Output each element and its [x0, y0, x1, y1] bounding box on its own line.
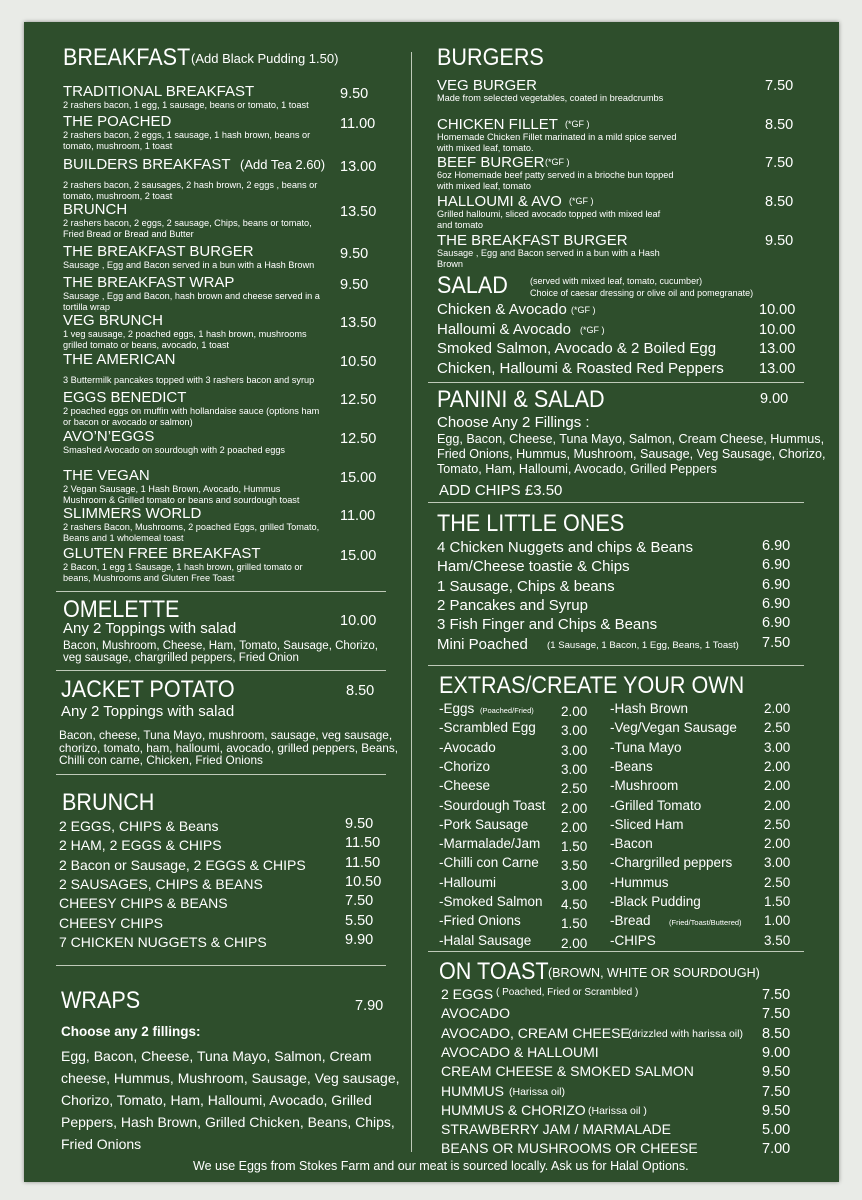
extra-item-price: 3.00 — [764, 739, 791, 755]
extra-item-name: -Black Pudding — [610, 894, 701, 909]
breakfast-item-name: EGGS BENEDICT — [63, 389, 187, 406]
breakfast-item-desc: 2 rashers bacon, 2 eggs, 2 sausage, Chips, beans or tomato, Fried Bread or Bread and Butter — [63, 218, 312, 239]
wraps-fillings: Egg, Bacon, Cheese, Tuna Mayo, Salmon, Cream cheese, Hummus, Mushroom, Sausage, Veg sausage, Chorizo, Tomato, Ham, Halloumi, Avocado, Grilled Peppers, Hash Brown, Grilled Chicken, Beans, Chips, Fried Onions — [61, 1048, 400, 1152]
brunch-item-name: 7 CHICKEN NUGGETS & CHIPS — [59, 933, 267, 950]
burger-item-price: 8.50 — [765, 117, 794, 133]
toast-item-name: AVOCADO — [441, 1005, 510, 1022]
toast-item-price: 5.00 — [762, 1122, 791, 1139]
breakfast-item-name: THE BREAKFAST WRAP — [63, 274, 235, 291]
extra-item-name: -Tuna Mayo — [610, 739, 682, 755]
panini-divider — [428, 502, 804, 503]
breakfast-item-name: SLIMMERS WORLD — [63, 505, 202, 522]
little-item-name: 4 Chicken Nuggets and chips & Beans — [437, 539, 693, 556]
little-item-note: (1 Sausage, 1 Bacon, 1 Egg, Beans, 1 Toast) — [547, 639, 739, 651]
extra-item-price: 2.50 — [764, 874, 791, 890]
wraps-heading: WRAPS — [61, 987, 141, 1014]
toast-item-price: 9.50 — [762, 1064, 791, 1081]
toast-item-price: 9.00 — [762, 1044, 791, 1061]
toast-item-price: 9.50 — [762, 1102, 791, 1119]
breakfast-item-price: 9.50 — [340, 86, 369, 102]
brunch-item-price: 10.50 — [345, 873, 382, 890]
little-item-price: 6.90 — [762, 615, 791, 632]
breakfast-item-price: 15.00 — [340, 548, 377, 564]
little-ones-heading: THE LITTLE ONES — [437, 510, 625, 537]
panini-fillings: Egg, Bacon, Cheese, Tuna Mayo, Salmon, Cream Cheese, Hummus, Fried Onions, Hummus, Mushroom, Sausage, Veg Sausage, Chorizo, Tomato, Ham, Halloumi, Avocado, Grilled Peppers — [437, 432, 826, 476]
burger-item-price: 7.50 — [765, 78, 794, 94]
extra-item-name: -Hash Brown — [610, 701, 689, 716]
breakfast-item-name: AVO’N’EGGS — [63, 428, 155, 445]
toast-item-name: BEANS OR MUSHROOMS OR CHEESE — [441, 1140, 698, 1157]
extra-item-name: -Pork Sausage — [439, 816, 529, 832]
extra-item-note: (Fried/Toast/Buttered) — [669, 918, 742, 928]
little-ones-divider — [428, 665, 804, 666]
footer-note: We use Eggs from Stokes Farm and our meat is sourced locally. Ask us for Halal Options. — [193, 1159, 689, 1173]
breakfast-item-desc: 2 rashers bacon, 1 egg, 1 sausage, beans or tomato, 1 toast — [63, 100, 309, 110]
breakfast-item-name: THE VEGAN — [63, 467, 150, 484]
breakfast-item-price: 13.00 — [340, 159, 377, 175]
extra-item-name: -Fried Onions — [439, 913, 521, 929]
toast-item-price: 8.50 — [762, 1025, 791, 1042]
breakfast-item-desc: 1 veg sausage, 2 poached eggs, 1 hash brown, mushrooms grilled tomato or beans, avocado, 1 toast — [63, 329, 307, 350]
toast-item-note: (drizzled with harissa oil) — [628, 1027, 743, 1040]
breakfast-item-price: 12.50 — [340, 392, 377, 408]
burger-item-name: HALLOUMI & AVO — [437, 193, 562, 210]
burger-item-name: VEG BURGER — [437, 77, 538, 94]
extra-item-price: 2.00 — [764, 797, 791, 813]
little-item-name: 2 Pancakes and Syrup — [437, 596, 588, 614]
salad-item-price: 13.00 — [759, 360, 796, 377]
extras-heading: EXTRAS/CREATE YOUR OWN — [439, 672, 745, 699]
toast-item-price: 7.50 — [762, 1083, 791, 1100]
toast-item-note: (Harissa oil) — [509, 1085, 566, 1098]
extra-item-name: -Chargrilled peppers — [610, 855, 733, 871]
extra-item-name: -Scrambled Egg — [439, 720, 536, 736]
burger-item-desc: 6oz Homemade beef patty served in a brioche bun topped with mixed leaf, tomato — [437, 170, 674, 191]
extra-item-price: 2.00 — [764, 836, 791, 852]
extra-item-name: -Sliced Ham — [610, 816, 684, 832]
breakfast-item-price: 13.50 — [340, 315, 377, 331]
breakfast-item-price: 9.50 — [340, 246, 369, 262]
brunch-item-name: 2 EGGS, CHIPS & Beans — [59, 818, 219, 834]
brunch-item-name: 2 Bacon or Sausage, 2 EGGS & CHIPS — [59, 856, 306, 873]
salad-item-name: Chicken, Halloumi & Roasted Red Peppers — [437, 359, 724, 377]
extra-item-price: 3.00 — [561, 877, 588, 893]
burger-item-desc: Grilled halloumi, sliced avocado topped with mixed leaf and tomato — [437, 209, 661, 230]
toast-item-price: 7.50 — [762, 1006, 791, 1023]
breakfast-note: (Add Black Pudding 1.50) — [191, 51, 339, 66]
burger-item-tag: (*GF ) — [565, 119, 590, 129]
omelette-price: 10.00 — [340, 613, 377, 629]
breakfast-item-desc: 3 Buttermilk pancakes topped with 3 rashers bacon and syrup — [63, 375, 315, 385]
jacket-heading: JACKET POTATO — [61, 676, 235, 703]
toast-item-name: AVOCADO, CREAM CHEESE — [441, 1024, 630, 1041]
little-item-price: 6.90 — [762, 595, 791, 612]
jacket-divider — [56, 774, 386, 775]
salad-note-1: (served with mixed leaf, tomato, cucumber) — [530, 276, 703, 286]
breakfast-item-name: TRADITIONAL BREAKFAST — [63, 83, 255, 100]
omelette-heading: OMELETTE — [63, 596, 180, 623]
brunch-heading: BRUNCH — [62, 789, 155, 816]
breakfast-item-note: (Add Tea 2.60) — [240, 157, 326, 172]
jacket-subtitle: Any 2 Toppings with salad — [61, 703, 235, 720]
burger-item-tag: (*GF ) — [545, 157, 570, 167]
toast-item-note: ( Poached, Fried or Scrambled ) — [496, 987, 639, 998]
extra-item-price: 1.00 — [764, 913, 791, 929]
extra-item-price: 2.50 — [561, 781, 588, 797]
column-divider — [411, 52, 412, 1152]
brunch-item-name: 2 HAM, 2 EGGS & CHIPS — [59, 837, 222, 854]
breakfast-item-desc: 2 rashers bacon, 2 eggs, 1 sausage, 1 hash brown, beans or tomato, mushroom, 1 toast — [63, 130, 311, 151]
extra-item-price: 4.50 — [561, 897, 588, 912]
brunch-item-name: CHEESY CHIPS & BEANS — [59, 895, 228, 912]
breakfast-item-desc: 2 rashers Bacon, Mushrooms, 2 poached Eggs, grilled Tomato, Beans and 1 wholemeal toast — [63, 522, 320, 543]
toast-item-name: 2 EGGS — [441, 986, 494, 1002]
breakfast-item-name: GLUTEN FREE BREAKFAST — [63, 545, 261, 562]
salad-item-tag: (*GF ) — [580, 324, 605, 335]
little-item-name: 1 Sausage, Chips & beans — [437, 577, 615, 595]
breakfast-item-name: THE BREAKFAST BURGER — [63, 243, 254, 260]
jacket-toppings: Bacon, cheese, Tuna Mayo, mushroom, sausage, veg sausage, chorizo, tomato, ham, halloumi, avocado, grilled peppers, Beans, Chilli con carne, Chicken, Fried Onions — [59, 728, 399, 767]
extra-item-name: -Avocado — [439, 739, 496, 755]
brunch-item-price: 9.50 — [345, 816, 374, 832]
brunch-item-price: 5.50 — [345, 912, 374, 929]
omelette-subtitle: Any 2 Toppings with salad — [63, 620, 237, 637]
burger-item-name: BEEF BURGER — [437, 154, 545, 171]
toast-item-name: STRAWBERRY JAM / MARMALADE — [441, 1121, 672, 1138]
breakfast-item-desc: Sausage , Egg and Bacon, hash brown and cheese served in a tortilla wrap — [63, 291, 320, 312]
breakfast-item-price: 11.00 — [340, 116, 376, 132]
extra-item-name: -Bacon — [610, 836, 653, 852]
extra-item-price: 2.00 — [561, 704, 588, 719]
panini-choose: Choose Any 2 Fillings : — [437, 414, 590, 431]
toast-item-name: CREAM CHEESE & SMOKED SALMON — [441, 1063, 694, 1080]
salad-item-tag: (*GF ) — [571, 305, 596, 315]
extra-item-price: 1.50 — [764, 894, 791, 909]
extra-item-price: 2.00 — [764, 758, 791, 774]
extra-item-price: 2.00 — [561, 819, 588, 835]
extra-item-price: 3.50 — [764, 932, 791, 948]
extra-item-price: 3.50 — [561, 858, 588, 874]
burger-item-desc: Sausage , Egg and Bacon served in a bun with a Hash Brown — [437, 248, 660, 269]
breakfast-item-name: VEG BRUNCH — [63, 312, 164, 329]
extra-item-price: 2.00 — [561, 800, 588, 816]
burger-item-name: CHICKEN FILLET — [437, 116, 558, 133]
breakfast-item-desc: 2 Bacon, 1 egg 1 Sausage, 1 hash brown, grilled tomato or beans, Mushrooms and Gluten Free Toast — [63, 562, 303, 583]
salad-item-price: 10.00 — [759, 302, 796, 318]
toast-item-note: (Harissa oil ) — [588, 1104, 647, 1117]
omelette-divider — [56, 670, 386, 671]
burger-item-name: THE BREAKFAST BURGER — [437, 232, 628, 249]
burgers-heading: BURGERS — [437, 44, 544, 71]
extra-item-name: -Grilled Tomato — [610, 797, 702, 813]
toast-item-price: 7.00 — [762, 1141, 791, 1158]
breakfast-item-desc: 2 rashers bacon, 2 sausages, 2 hash brown, 2 eggs , beans or tomato, mushroom, 2 toast — [63, 180, 318, 201]
brunch-item-price: 7.50 — [345, 893, 374, 910]
extra-item-name: -Halloumi — [439, 874, 497, 890]
wraps-choose: Choose any 2 fillings: — [61, 1024, 201, 1039]
extra-item-price: 2.00 — [561, 935, 588, 951]
extra-item-name: -CHIPS — [610, 932, 656, 948]
breakfast-heading: BREAKFAST — [63, 44, 191, 71]
burger-item-price: 8.50 — [765, 194, 794, 210]
breakfast-item-price: 10.50 — [340, 354, 377, 370]
salad-heading: SALAD — [437, 272, 508, 299]
breakfast-item-name: BRUNCH — [63, 201, 128, 218]
breakfast-item-desc: Sausage , Egg and Bacon served in a bun with a Hash Brown — [63, 260, 315, 270]
extra-item-price: 3.00 — [561, 723, 588, 739]
little-item-name: Ham/Cheese toastie & Chips — [437, 558, 630, 576]
little-item-price: 6.90 — [762, 576, 791, 593]
extras-divider — [428, 951, 804, 952]
salad-item-price: 13.00 — [759, 341, 796, 357]
extra-item-name: -Smoked Salmon — [439, 894, 543, 909]
little-item-price: 6.90 — [762, 538, 791, 554]
panini-chips: ADD CHIPS £3.50 — [439, 482, 563, 499]
wraps-price: 7.90 — [355, 998, 384, 1014]
omelette-toppings: Bacon, Mushroom, Cheese, Ham, Tomato, Sausage, Chorizo, veg sausage, chargrilled peppers, Fried Onion — [63, 640, 378, 664]
toast-heading: ON TOAST — [439, 958, 549, 985]
little-item-name: Mini Poached — [437, 635, 528, 653]
extra-item-price: 2.00 — [764, 778, 791, 794]
little-item-name: 3 Fish Finger and Chips & Beans — [437, 616, 658, 634]
burger-item-desc: Made from selected vegetables, coated in breadcrumbs — [437, 93, 664, 103]
extra-item-name: -Eggs — [439, 701, 475, 716]
extra-item-price: 3.00 — [561, 742, 588, 758]
breakfast-divider — [56, 591, 386, 592]
brunch-item-price: 11.50 — [345, 854, 381, 871]
extra-item-price: 2.00 — [764, 701, 791, 716]
panini-price: 9.00 — [760, 391, 789, 407]
salad-item-price: 10.00 — [759, 321, 796, 338]
brunch-divider — [56, 965, 386, 966]
extra-item-price: 2.50 — [764, 816, 791, 832]
breakfast-item-name: BUILDERS BREAKFAST — [63, 156, 231, 173]
brunch-item-price: 9.90 — [345, 931, 374, 948]
panini-heading: PANINI & SALAD — [437, 386, 605, 413]
extra-item-name: -Veg/Vegan Sausage — [610, 720, 737, 736]
toast-note: (BROWN, WHITE OR SOURDOUGH) — [548, 966, 760, 980]
extra-item-price: 1.50 — [561, 916, 588, 932]
breakfast-item-desc: 2 Vegan Sausage, 1 Hash Brown, Avocado, Hummus Mushroom & Grilled tomato or beans and sourdough toast — [63, 484, 300, 505]
burger-item-price: 9.50 — [765, 233, 794, 249]
salad-item-name: Halloumi & Avocado — [437, 320, 571, 338]
extra-item-name: -Hummus — [610, 874, 669, 890]
extra-item-price: 3.00 — [764, 855, 791, 871]
breakfast-item-name: THE AMERICAN — [63, 351, 176, 368]
breakfast-item-desc: Smashed Avocado on sourdough with 2 poached eggs — [63, 445, 286, 455]
extra-item-name: -Cheese — [439, 778, 491, 794]
brunch-item-price: 11.50 — [345, 835, 381, 852]
salad-item-name: Chicken & Avocado — [437, 301, 567, 318]
toast-item-name: AVOCADO & HALLOUMI — [441, 1043, 599, 1060]
extra-item-name: -Bread — [610, 913, 651, 929]
brunch-item-name: CHEESY CHIPS — [59, 914, 163, 931]
toast-item-name: HUMMUS — [441, 1082, 504, 1099]
toast-item-price: 7.50 — [762, 987, 791, 1003]
toast-item-name: HUMMUS & CHORIZO — [441, 1101, 586, 1118]
extra-item-name: -Chorizo — [439, 758, 491, 774]
salad-divider — [428, 382, 804, 383]
breakfast-item-price: 11.00 — [340, 508, 376, 524]
extra-item-name: -Mushroom — [610, 778, 679, 794]
breakfast-item-desc: 2 poached eggs on muffin with hollandaise sauce (options ham or bacon or avocado or salmon) — [63, 406, 320, 427]
salad-item-name: Smoked Salmon, Avocado & 2 Boiled Egg — [437, 340, 717, 357]
brunch-item-name: 2 SAUSAGES, CHIPS & BEANS — [59, 875, 263, 892]
extra-item-name: -Beans — [610, 758, 653, 774]
jacket-price: 8.50 — [346, 683, 375, 699]
breakfast-item-price: 13.50 — [340, 204, 377, 220]
extra-item-price: 3.00 — [561, 761, 588, 777]
breakfast-item-name: THE POACHED — [63, 113, 172, 130]
extra-item-price: 1.50 — [561, 839, 588, 855]
extra-item-name: -Halal Sausage — [439, 932, 532, 948]
extra-item-note: (Poached/Fried) — [480, 706, 534, 715]
extra-item-name: -Sourdough Toast — [439, 797, 546, 813]
little-item-price: 6.90 — [762, 557, 791, 574]
burger-item-desc: Homemade Chicken Fillet marinated in a mild spice served with mixed leaf, tomato. — [437, 132, 677, 153]
little-item-price: 7.50 — [762, 634, 791, 651]
breakfast-item-price: 12.50 — [340, 431, 377, 447]
extra-item-name: -Marmalade/Jam — [439, 836, 541, 852]
extra-item-price: 2.50 — [764, 720, 791, 736]
salad-note-2: Choice of caesar dressing or olive oil and pomegranate) — [530, 288, 754, 298]
breakfast-item-price: 15.00 — [340, 470, 377, 486]
extra-item-name: -Chilli con Carne — [439, 855, 539, 871]
breakfast-item-price: 9.50 — [340, 277, 369, 293]
burger-item-price: 7.50 — [765, 155, 794, 171]
burger-item-tag: (*GF ) — [569, 196, 594, 206]
